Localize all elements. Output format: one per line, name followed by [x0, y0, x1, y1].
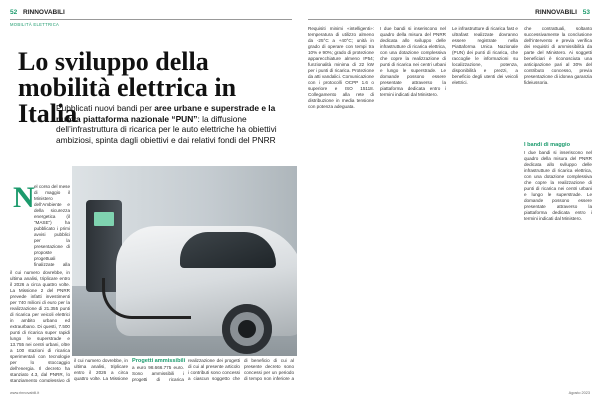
charger-screen: [94, 212, 114, 226]
car-window: [180, 232, 276, 268]
deck-bold-text: aree urbane e superstrade e la nuova piattaforma nazionale “PUN”: [56, 103, 276, 124]
deck-text-2: : la diffusione dell’infrastruttura di ricarica per le auto elettriche ha obiettivi ambiziosi, spinta dagli obiettivi e dai relativi fondi del PNRR: [56, 113, 277, 145]
car-wheel: [222, 304, 272, 354]
drop-cap: N: [13, 181, 35, 214]
deck-text-1: Pubblicati nuovi bandi per: [56, 103, 155, 113]
article-title: Lo sviluppo della mobilità elettrica in Italia: [18, 47, 237, 128]
article-deck: [56, 103, 294, 145]
left-footer: www.rinnovabili.it: [10, 391, 40, 395]
article-photo-ev-charging: [72, 166, 297, 356]
right-page-number: 53: [582, 9, 590, 16]
left-column-1-bottom: il cui numero dovrebbe, in ultima analisi, triplicare entro il 2026 a circa quattro volte. La Missione 2 del PNRR prevede infatti investimenti per 740 milioni di euro per la realizzazione di 21.355 punti di ricarica per veicoli elettrici in ambito urbano ed extraurbano. Di questi, 7.500 punti di ricarica super rapidi lungo le superstrade e 13.755 nei centri urbani, oltre a 100 stazioni di ricarica sperimentali con tecnologie per lo stoccaggio dell’energia. Il decreto ha stanziato 4.3, dal PNRR, lo stanziamento complessivo di: [10, 270, 70, 382]
left-column-5: di beneficio di cui al presente decreto sono concessi per un periodo di tempo non inferiore a: [244, 358, 294, 381]
right-column-3: Le infrastrutture di ricarica fast e ultrafast realizzate dovranno essere registrate nella Piattaforma Unica Nazionale (PUN) dei punti di ricarica, che raccoglie le informazioni su localizzazione, potenza, disponibilità e prezzi, a beneficio degli utenti dei veicoli elettrici.: [452, 26, 518, 85]
left-page-header: [10, 9, 65, 16]
subhead-progetti: Progetti ammissibili: [132, 358, 186, 364]
left-column-4: realizzazione dei progetti di cui al presente articolo i contributi sono concessi a ciascun soggetto che: [188, 358, 240, 381]
left-section-label: RINNOVABILI: [23, 9, 65, 16]
left-page-number: 52: [10, 9, 18, 16]
left-column-1-top: el corso del mese di maggio il Ministero dell’Ambiente e della sicurezza energetica (il “MASE”) ha pubblicato i primi avvisi pubblici per la presentazione di proposte progettuali finalizzate alla: [34, 184, 70, 267]
right-section-label: RINNOVABILI: [535, 9, 577, 16]
right-column-1: Requisiti minimi «intelligenti»: temperatura di utilizzo almeno da -25°C a +40°C; unità in grado di operare con tempi tra 10% e 90%; grado di protezione apparecchiature almeno IP54; funzionalità minima di 22 kW per i punti di ricarica. Protezione da atti vandalici. Comunicazione con i protocolli OCPP 1.6 o superiore e ISO 15118. Collegamento alla rete di distribuzione in media tensione con potenza adeguata.: [308, 26, 374, 109]
left-column-3: a euro 98.666.775 euro. Sono ammissibili i progetti di ricarica: [132, 365, 184, 382]
right-column-4-top: che contrattuali, soltanto successivamente la conclusione dell’intervento e previa verifica dei requisiti di ammissibilità da parte del Ministero. Ai soggetti beneficiari è riconosciuta una anticipazione pari al 30% del contributo concesso, previa presentazione di idonea garanzia fideiussoria.: [524, 26, 592, 85]
charging-cable: [102, 278, 191, 319]
right-column-4-bottom: I due bandi si inseriscono nel quadro della misura del PNRR dedicata allo sviluppo delle infrastrutture di ricarica elettrica, con una dotazione complessiva che copre la realizzazione di punti di ricarica nei centri urbani e lungo le superstrade. Le domande possono essere presentate attraverso la piattaforma dedicata entro i termini indicati dal Ministero.: [524, 150, 592, 221]
left-header-rule: [10, 19, 292, 20]
right-page-header: [535, 9, 590, 16]
right-page: [300, 0, 600, 400]
right-column-2: I due bandi si inseriscono nel quadro della misura del PNRR dedicata allo sviluppo delle infrastrutture di ricarica elettrica, con una dotazione complessiva che copre la realizzazione di punti di ricarica nei centri urbani e lungo le superstrade. Le domande possono essere presentate attraverso la piattaforma dedicata entro i termini indicati dal Ministero.: [380, 26, 446, 97]
subhead-bandi-maggio: I bandi di maggio: [524, 142, 570, 148]
left-column-2: il cui numero dovrebbe, in ultima analisi, triplicare entro il 2026 a circa quattro volte. La Missione: [74, 358, 128, 381]
right-footer: Agosto 2023: [568, 391, 590, 395]
right-header-rule: [308, 19, 590, 20]
article-tag: MOBILITÀ ELETTRICA: [10, 22, 60, 27]
